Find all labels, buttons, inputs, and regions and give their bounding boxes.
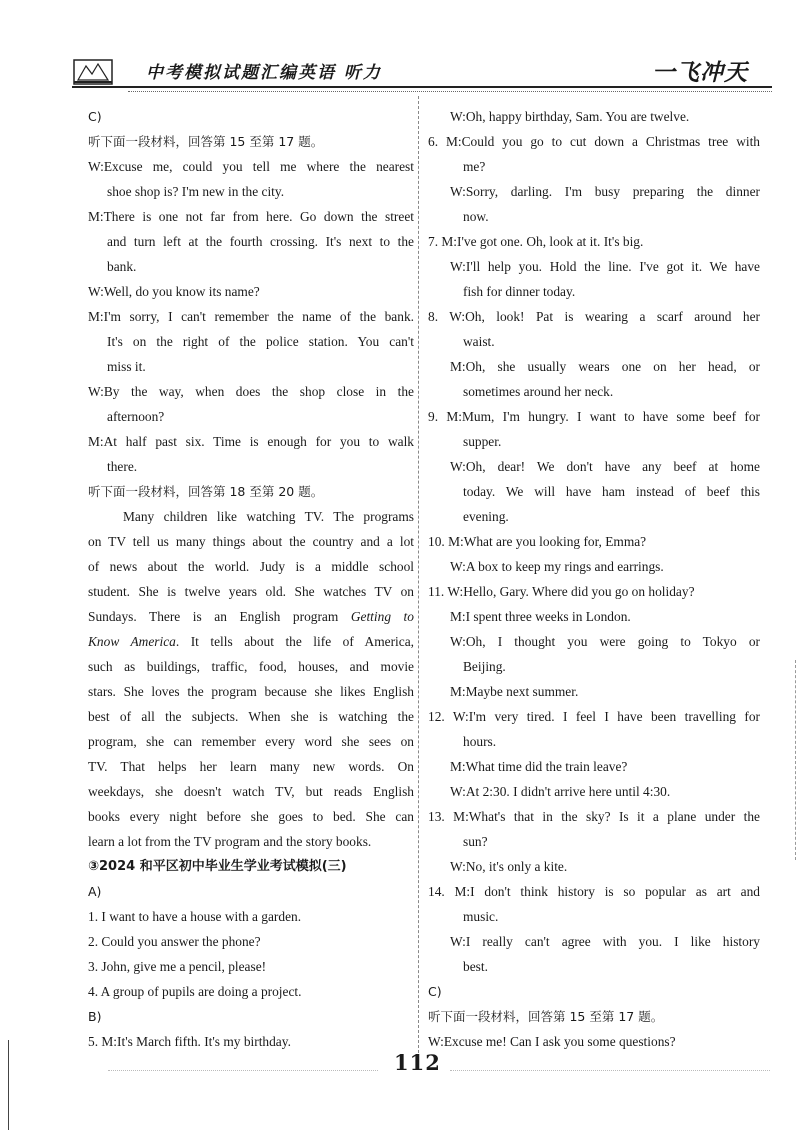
line-text: best.	[463, 959, 488, 974]
line-text: 12. W:I'm very tired. I feel I have been travelling for	[428, 709, 760, 724]
line-text: hours.	[463, 734, 497, 749]
line-text: C)	[428, 984, 442, 999]
line-text: now.	[463, 209, 489, 224]
text-line	[88, 279, 414, 304]
text-line	[88, 579, 414, 604]
text-line	[428, 254, 760, 279]
text-line	[428, 954, 760, 979]
text-line	[88, 329, 414, 354]
footer-dots-right	[450, 1070, 770, 1071]
line-text: W:No, it's only a kite.	[450, 859, 568, 874]
text-line	[88, 354, 414, 379]
line-text: W:Excuse me, could you tell me where the nearest	[88, 159, 414, 174]
line-text: B)	[88, 1009, 102, 1024]
text-line	[88, 254, 414, 279]
text-line	[88, 704, 414, 729]
text-line	[428, 904, 760, 929]
text-line	[428, 1029, 760, 1054]
line-text: W:Oh, happy birthday, Sam. You are twelve.	[450, 109, 690, 124]
text-line	[88, 129, 414, 154]
line-text: me?	[463, 159, 486, 174]
line-text: shoe shop is? I'm new in the city.	[107, 184, 285, 199]
text-line	[88, 979, 414, 1004]
text-line	[428, 279, 760, 304]
line-text: Sundays. There is an English program	[88, 609, 339, 624]
line-text: 5. M:It's March fifth. It's my birthday.	[88, 1034, 291, 1049]
line-text: W:Well, do you know its name?	[88, 284, 260, 299]
text-line	[88, 454, 414, 479]
line-text: program, she can remember every word she sees on	[88, 734, 414, 749]
left-column	[88, 104, 414, 1054]
line-text: 3. John, give me a pencil, please!	[88, 959, 267, 974]
text-line	[88, 879, 414, 904]
text-line	[88, 504, 414, 529]
line-text: 听下面一段材料，回答第 15 至第 17 题。	[88, 134, 324, 149]
line-text: such as buildings, traffic, food, houses, and movie	[88, 659, 414, 674]
text-line	[428, 854, 760, 879]
text-line	[88, 904, 414, 929]
page-number: 112	[394, 1050, 441, 1075]
text-line	[428, 429, 760, 454]
line-text: 2. Could you answer the phone?	[88, 934, 261, 949]
text-line	[428, 129, 760, 154]
text-line	[88, 654, 414, 679]
text-line	[428, 304, 760, 329]
line-text: 13. M:What's that in the sky? Is it a plane under the	[428, 809, 760, 824]
line-text: 14. M:I don't think history is so popular as art and	[428, 884, 760, 899]
text-line	[88, 804, 414, 829]
header-title: 中考模拟试题汇编英语 听力	[146, 63, 382, 83]
text-line	[88, 1029, 414, 1054]
scan-edge-line-right	[795, 660, 796, 860]
text-line	[428, 779, 760, 804]
line-text: and turn left at the fourth crossing. It's next to the	[107, 234, 414, 249]
text-line	[428, 829, 760, 854]
line-text: waist.	[463, 334, 495, 349]
line-text: evening.	[463, 509, 509, 524]
line-text: M:At half past six. Time is enough for you to walk	[88, 434, 414, 449]
line-text: Beijing.	[463, 659, 506, 674]
line-text: W:At 2:30. I didn't arrive here until 4:30.	[450, 784, 671, 799]
line-text: W:A box to keep my rings and earrings.	[450, 559, 664, 574]
text-line	[88, 304, 414, 329]
text-line	[88, 204, 414, 229]
line-text: miss it.	[107, 359, 146, 374]
text-line	[428, 804, 760, 829]
line-text: 4. A group of pupils are doing a project.	[88, 984, 302, 999]
text-line	[428, 379, 760, 404]
footer-dots-left	[108, 1070, 378, 1071]
line-text: best of all the subjects. When she is watching the	[88, 709, 414, 724]
line-text: 6. M:Could you go to cut down a Christmas tree with	[428, 134, 760, 149]
line-text: 听下面一段材料，回答第 18 至第 20 题。	[88, 484, 324, 499]
text-line	[428, 404, 760, 429]
line-text: 7. M:I've got one. Oh, look at it. It's big.	[428, 234, 644, 249]
text-line	[88, 854, 414, 879]
line-text: 听下面一段材料，回答第 15 至第 17 题。	[428, 1009, 664, 1024]
line-text: C)	[88, 109, 102, 124]
right-column	[428, 104, 760, 1054]
line-text: there.	[107, 459, 138, 474]
text-line	[88, 379, 414, 404]
line-text: W:Excuse me! Can I ask you some questions?	[428, 1034, 676, 1049]
text-line	[88, 154, 414, 179]
line-text: supper.	[463, 434, 502, 449]
text-line	[428, 629, 760, 654]
text-line	[428, 479, 760, 504]
text-line	[88, 929, 414, 954]
text-line	[88, 529, 414, 554]
program-title-italic: Getting to	[350, 609, 414, 624]
text-line	[88, 404, 414, 429]
text-line	[428, 504, 760, 529]
line-text: today. We will have ham instead of beef this	[463, 484, 760, 499]
text-line	[88, 954, 414, 979]
text-line	[428, 754, 760, 779]
text-line	[428, 329, 760, 354]
column-divider	[418, 96, 419, 1058]
text-line	[428, 204, 760, 229]
line-text: 10. M:What are you looking for, Emma?	[428, 534, 647, 549]
text-line	[428, 604, 760, 629]
line-text: W:I'll help you. Hold the line. I've got it. We have	[450, 259, 760, 274]
text-line	[428, 979, 760, 1004]
text-line	[428, 154, 760, 179]
line-text: fish for dinner today.	[463, 284, 576, 299]
line-text-after: . It tells about the life of America,	[175, 634, 414, 649]
line-text: on TV tell us many things about the country and a lot	[88, 534, 414, 549]
text-line	[428, 554, 760, 579]
text-line	[428, 679, 760, 704]
text-line	[88, 729, 414, 754]
line-text: M:Oh, she usually wears one on her head, or	[450, 359, 760, 374]
line-text: It's on the right of the police station. You can't	[107, 334, 414, 349]
text-line	[88, 104, 414, 129]
text-line	[88, 179, 414, 204]
line-text: sometimes around her neck.	[463, 384, 614, 399]
text-line	[428, 529, 760, 554]
line-text: 8. W:Oh, look! Pat is wearing a scarf around her	[428, 309, 760, 324]
line-text: 11. W:Hello, Gary. Where did you go on holiday?	[428, 584, 695, 599]
text-line	[88, 554, 414, 579]
text-line	[88, 679, 414, 704]
text-line	[428, 704, 760, 729]
text-line	[428, 929, 760, 954]
line-text: of news about the world. Judy is a middle school	[88, 559, 414, 574]
line-text: 9. M:Mum, I'm hungry. I want to have some beef for	[428, 409, 760, 424]
text-line	[88, 829, 414, 854]
line-text: music.	[463, 909, 499, 924]
line-text: weekdays, she doesn't watch TV, but reads English	[88, 784, 414, 799]
line-text: TV. That helps her learn many new words. On	[88, 759, 414, 774]
line-text: books every night before she goes to bed. She can	[88, 809, 414, 824]
brand-logo-text: 一飞冲天	[652, 60, 748, 86]
line-text: afternoon?	[107, 409, 165, 424]
line-text: learn a lot from the TV program and the story books.	[88, 834, 372, 849]
line-text: W:By the way, when does the shop close in the	[88, 384, 414, 399]
line-text: M:What time did the train leave?	[450, 759, 628, 774]
line-text: W:I really can't agree with you. I like history	[450, 934, 760, 949]
text-line	[428, 729, 760, 754]
text-line	[88, 779, 414, 804]
book-logo-icon	[72, 56, 116, 86]
text-line	[88, 604, 414, 629]
line-text: Many children like watching TV. The programs	[123, 509, 414, 524]
text-line	[88, 629, 414, 654]
text-line	[428, 104, 760, 129]
page-header	[0, 0, 800, 100]
line-text: ③2024 和平区初中毕业生学业考试模拟(三)	[88, 859, 347, 874]
text-line	[428, 454, 760, 479]
line-text: bank.	[107, 259, 137, 274]
text-line	[88, 754, 414, 779]
scan-edge-line	[8, 1040, 9, 1130]
text-line	[88, 479, 414, 504]
text-line	[88, 429, 414, 454]
line-text: W:Oh, dear! We don't have any beef at home	[450, 459, 760, 474]
line-text: sun?	[463, 834, 488, 849]
text-line	[428, 879, 760, 904]
header-dotted-rule	[128, 91, 772, 92]
text-line	[428, 579, 760, 604]
header-rule	[72, 86, 772, 88]
text-line	[428, 654, 760, 679]
program-title-italic: Know America	[88, 634, 176, 649]
line-text: M:I spent three weeks in London.	[450, 609, 631, 624]
line-text: A)	[88, 884, 102, 899]
text-line	[428, 354, 760, 379]
text-line	[428, 179, 760, 204]
line-text: W:Sorry, darling. I'm busy preparing the dinner	[450, 184, 760, 199]
text-line	[88, 229, 414, 254]
line-text: M:I'm sorry, I can't remember the name of the bank.	[88, 309, 414, 324]
text-line	[88, 1004, 414, 1029]
text-line	[428, 1004, 760, 1029]
line-text: M:There is one not far from here. Go down the street	[88, 209, 414, 224]
line-text: stars. She loves the program because she likes English	[88, 684, 414, 699]
line-text: M:Maybe next summer.	[450, 684, 579, 699]
text-line	[428, 229, 760, 254]
line-text: 1. I want to have a house with a garden.	[88, 909, 302, 924]
line-text: W:Oh, I thought you were going to Tokyo or	[450, 634, 760, 649]
line-text: student. She is twelve years old. She watches TV on	[88, 584, 414, 599]
